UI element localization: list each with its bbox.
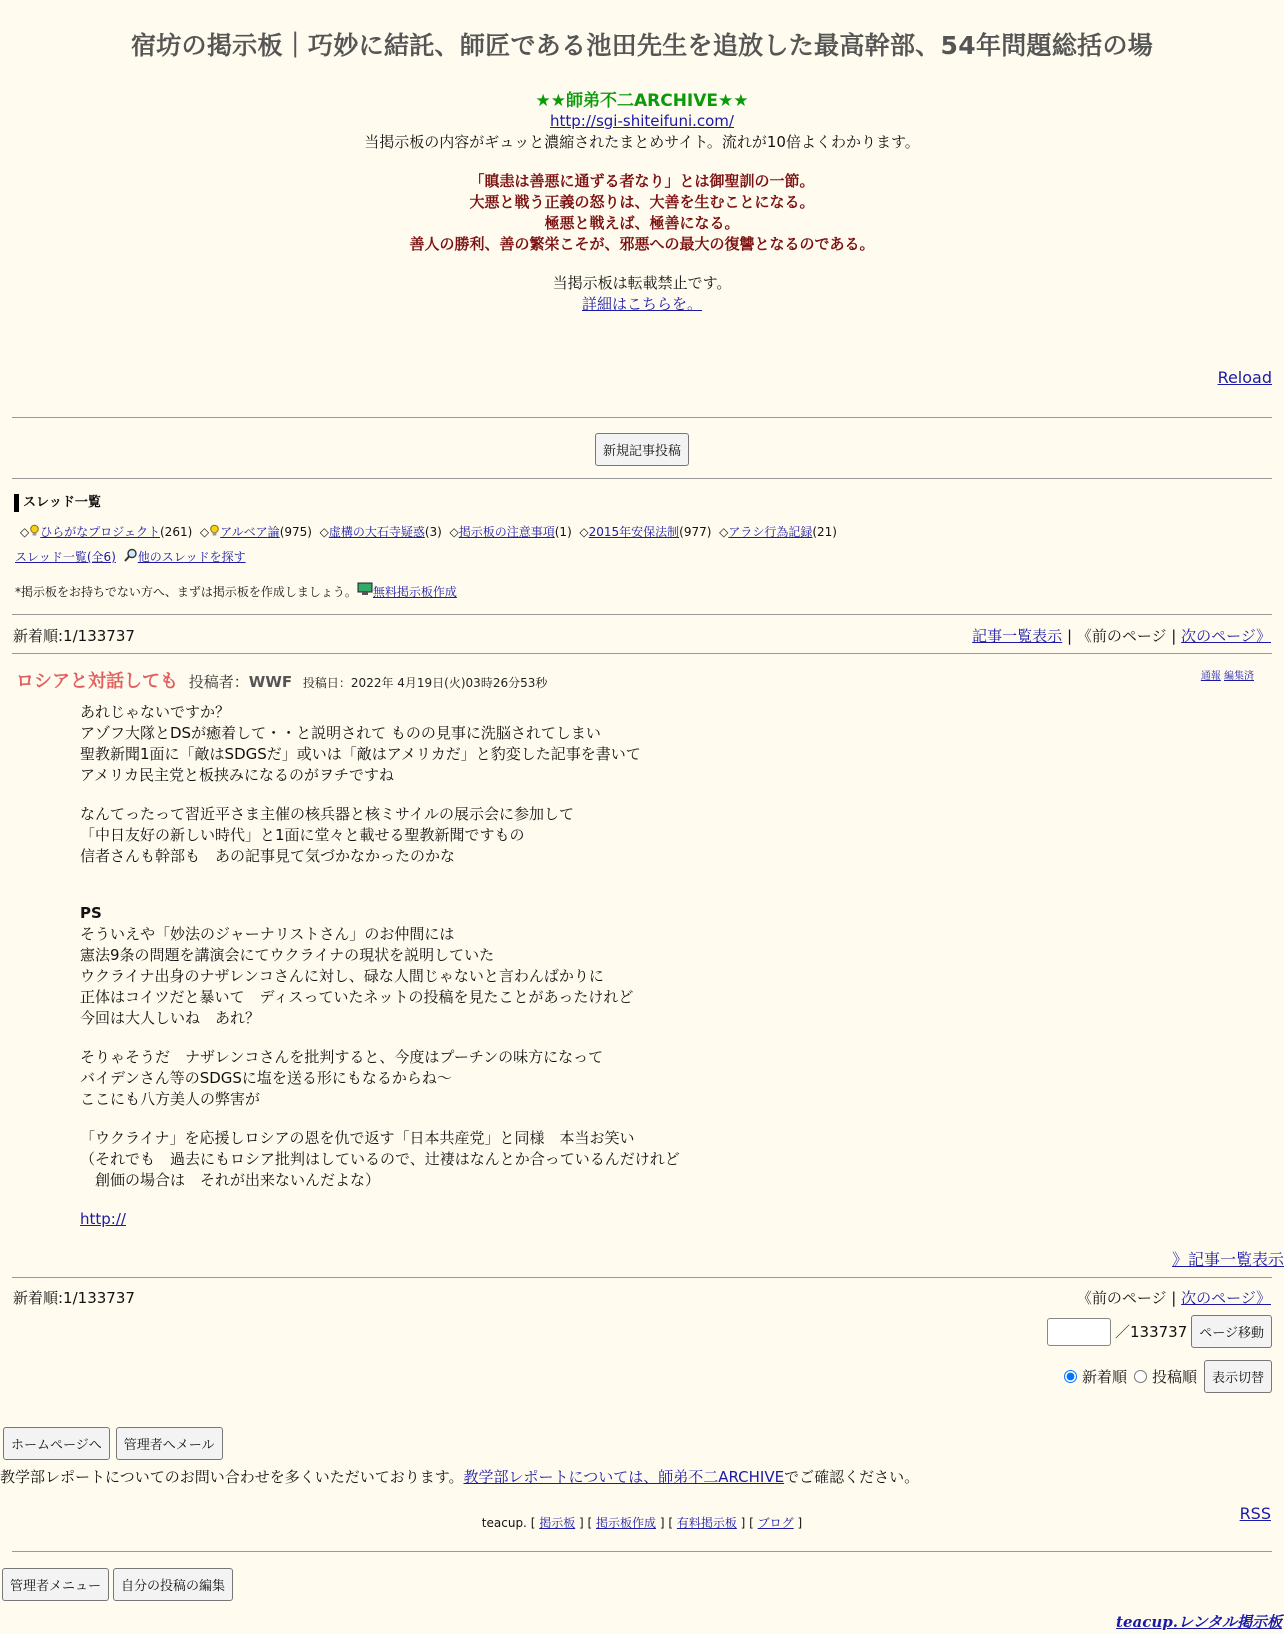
divider	[12, 417, 1272, 418]
post-author: WWF	[248, 673, 293, 691]
quote-line: 大悪と戦う正義の怒りは、大善を生むことになる。	[469, 193, 815, 211]
thread-count: (261)	[160, 525, 193, 539]
page-title: 宿坊の掲示板｜巧妙に結託、師匠である池田先生を追放した最高幹部、54年問題総括の場	[130, 31, 1154, 60]
quote-block	[0, 171, 1284, 255]
quote-line: 善人の勝利、善の繁栄こそが、邪悪への最大の復讐となるのである。	[409, 235, 875, 253]
page-number-input[interactable]	[1047, 1318, 1111, 1346]
page-move-button[interactable]: ページ移動	[1191, 1315, 1272, 1348]
sort-options: 新着順 投稿順 表示切替	[1064, 1360, 1272, 1393]
thread-count: (975)	[279, 525, 312, 539]
pagination-top: 新着順:1/133737 記事一覧表示 | 《前のページ | 次のページ》	[13, 627, 1271, 645]
reload-link[interactable]: Reload	[1217, 368, 1272, 387]
prev-page-text: 《前のページ	[1076, 1289, 1167, 1307]
sort-new-radio[interactable]	[1064, 1370, 1077, 1383]
article-list-link[interactable]: 記事一覧表示	[972, 627, 1063, 645]
search-icon	[124, 548, 138, 562]
edit-own-post-button[interactable]: 自分の投稿の編集	[113, 1568, 233, 1601]
post-url-link[interactable]: http://	[80, 1210, 126, 1228]
order-indicator: 新着順:1/133737	[13, 627, 135, 645]
divider	[12, 614, 1272, 615]
footer-notice: 教学部レポートについてのお問い合わせを多くいただいております。教学部レポートについては、師弟不二ARCHIVEでご確認ください。	[0, 1468, 920, 1486]
thread-link[interactable]: 掲示板の注意事項	[458, 525, 555, 539]
thread-count: (977)	[679, 525, 712, 539]
sort-post-radio[interactable]	[1134, 1370, 1147, 1383]
next-page-link[interactable]: 次のページ》	[1181, 627, 1271, 645]
report-link[interactable]: 通報	[1200, 671, 1221, 682]
mail-admin-button[interactable]: 管理者へメール	[116, 1427, 223, 1460]
post-header: ロシアと対話しても 投稿者：WWF 投稿日：2022年 4月19日(火)03時26分53秒	[16, 671, 548, 692]
thread-count: (21)	[812, 525, 837, 539]
thread-link[interactable]: 2015年安保法制	[588, 525, 680, 539]
quote-line: 極悪と戦えば、極善になる。	[544, 214, 740, 232]
lightbulb-icon	[209, 524, 220, 537]
order-indicator: 新着順:1/133737	[13, 1289, 135, 1307]
thread-link[interactable]: アラシ行為記録	[728, 525, 813, 539]
thread-link[interactable]: 虚構の大石寺疑惑	[328, 525, 425, 539]
teacup-link-blog[interactable]: ブログ	[757, 1516, 794, 1530]
create-board-link[interactable]: 無料掲示板作成	[372, 585, 457, 599]
teacup-link-board[interactable]: 掲示板	[539, 1516, 576, 1530]
article-list-link-bottom[interactable]: 》記事一覧表示	[1171, 1250, 1284, 1269]
admin-menu-button[interactable]: 管理者メニュー	[2, 1568, 109, 1601]
archive-report-link[interactable]: 教学部レポートについては、師弟不二ARCHIVE	[463, 1468, 785, 1486]
next-page-link[interactable]: 次のページ》	[1181, 1289, 1271, 1307]
toggle-display-button[interactable]: 表示切替	[1204, 1360, 1272, 1393]
divider	[12, 1277, 1272, 1278]
archive-title: ★★師弟不二ARCHIVE★★	[535, 91, 749, 111]
teacup-link-paid[interactable]: 有料掲示板	[676, 1516, 737, 1530]
repost-notice: 当掲示板は転載禁止です。	[552, 274, 732, 292]
teacup-links: teacup. [ 掲示板 ] [ 掲示板作成 ] [ 有料掲示板 ] [ ブログ ]	[481, 1516, 803, 1530]
thread-count: (1)	[554, 525, 572, 539]
edited-link[interactable]: 編集済	[1224, 671, 1254, 682]
teacup-link-create[interactable]: 掲示板作成	[596, 1516, 657, 1530]
post-date: 投稿日：2022年 4月19日(火)03時26分53秒	[302, 676, 548, 690]
homepage-button[interactable]: ホームページへ	[3, 1427, 110, 1460]
rss-link[interactable]: RSS	[1239, 1504, 1271, 1523]
lightbulb-icon	[29, 524, 40, 537]
archive-description: 当掲示板の内容がギュッと濃縮されたまとめサイト。流れが10倍よくわかります。	[364, 133, 920, 151]
ps-label: PS	[80, 904, 102, 922]
pagination-bottom: 新着順:1/133737 《前のページ | 次のページ》	[13, 1289, 1271, 1307]
thread-link[interactable]: アルベア論	[220, 525, 280, 539]
post-title: ロシアと対話しても	[16, 671, 178, 692]
thread-count: (3)	[424, 525, 442, 539]
page-jump	[1047, 1315, 1272, 1348]
thread-link[interactable]: ひらがなプロジェクト	[40, 525, 160, 539]
monitor-icon	[357, 582, 373, 596]
page-total: ／133737	[1114, 1323, 1188, 1341]
divider	[12, 1551, 1272, 1552]
thread-list-heading: スレッド一覧	[14, 494, 101, 512]
divider	[12, 478, 1272, 479]
divider	[12, 653, 1272, 654]
thread-list: ◇ ひらがなプロジェクト(261) ◇ アルベア論(975) ◇虚構の大石寺疑惑(3) ◇掲示板の注意事項(1) ◇2015年安保法制(977) ◇アラシ行為記録(21)	[20, 525, 837, 539]
quote-line: 「瞋恚は善悪に通ずる者なり」とは御聖訓の一節。	[469, 172, 815, 190]
post-body: あれじゃないですか？ アゾフ大隊とDSが癒着して・・と説明されて ものの見事に洗脳されてしまい 聖教新聞1面に「敵はSDGSだ」或いは「敵はアメリカだ」と豹変した記事を書いて アメリカ民主党と板挟みになるのがヲチですね なんてったって習近平さま主催の核兵器と核ミサイルの展示会に参加して 「中日友好の新しい時代」と1面に堂々と載せる聖教新聞ですもの 信者さんも幹部も あの記事見て気づかなかったのかな PS そういえや「妙法のジャーナリストさん」のお仲間には 憲法9条の問題を講演会にてウクライナの現状を説明していた ウクライナ出身のナザレンコさんに対し、碌な人間じゃないと言わんばかりに 正体はコイツだと暴いて ディスっていたネットの投稿を見たことがあったけれど 今回は大人しいね あれ？ そりゃそうだ ナザレンコさんを批判すると、今度はプーチンの味方になって バイデンさん等のSDGSに塩を送る形にもなるからね～ ここにも八方美人の弊害が 「ウクライナ」を応援しロシアの恩を仇で返す「日本共産党」と同様 本当お笑い （それでも 過去にもロシア批判はしているので、辻褄はなんとか合っているんだけれど 創価の場合は それが出来ないんだよな） http://	[80, 703, 680, 1228]
new-post-button[interactable]: 新規記事投稿	[595, 433, 689, 466]
thread-list-all-link[interactable]: スレッド一覧(全6)	[15, 550, 116, 564]
prev-page-text: 《前のページ	[1076, 627, 1167, 645]
details-link[interactable]: 詳細はこちらを。	[581, 295, 702, 313]
search-threads-link[interactable]: 他のスレッドを探す	[137, 550, 246, 564]
create-board-text: *掲示板をお持ちでない方へ、まずは掲示板を作成しましょう。	[15, 585, 357, 599]
teacup-brand-link[interactable]: teacup.レンタル掲示板	[1116, 1613, 1282, 1631]
archive-link[interactable]: http://sgi-shiteifuni.com/	[550, 112, 734, 130]
